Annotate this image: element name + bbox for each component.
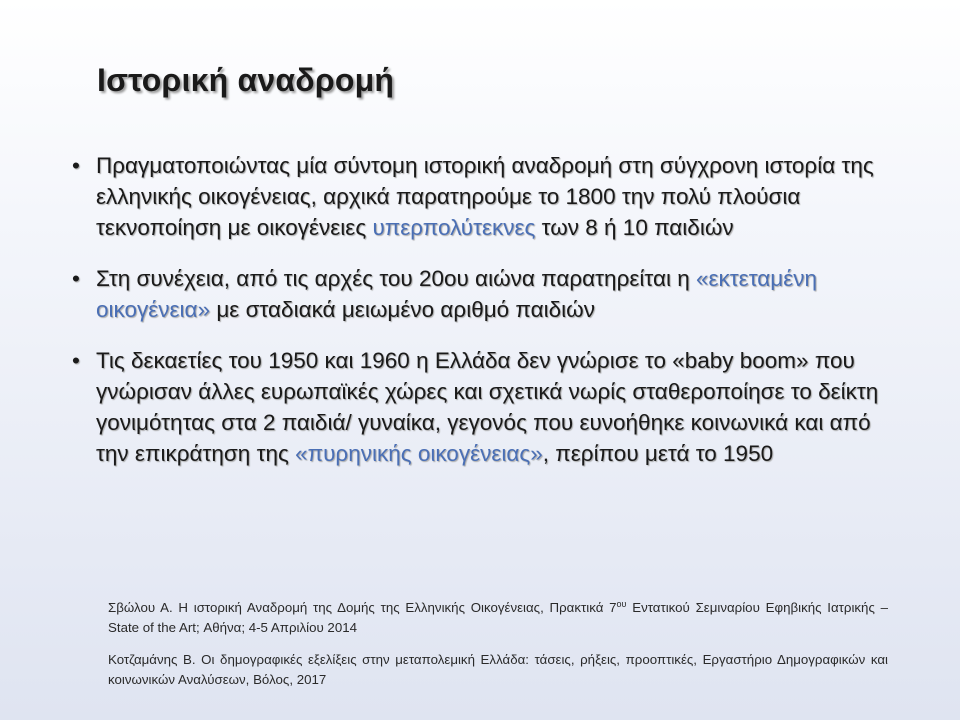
highlighted-term: υπερπολύτεκνες [372,215,536,240]
bullet-list [70,150,890,489]
bullet-text: με σταδιακά μειωμένο αριθμό παιδιών [210,297,595,322]
bullet-text: Πραγματοποιώντας μία σύντομη ιστορική αναδρομή στη σύγχρονη ιστορία της ελληνικής οικογένειας, αρχικά παρατηρούμε το 1800 την πολύ πλούσια τεκνοποίηση με οικογένειες [96,153,874,240]
highlighted-term: «πυρηνικής οικογένειας» [295,441,543,466]
bullet-text: των 8 ή 10 παιδιών [535,215,734,240]
bullet-text: Στη συνέχεια, από τις αρχές του 20ου αιώνα παρατηρείται η [96,266,696,291]
reference-text: Σβώλου Α. Η ιστορική Αναδρομή της Δομής της Ελληνικής Οικογένειας, Πρακτικά 7 [108,600,617,615]
bullet-item [70,263,890,325]
reference-item [108,650,888,690]
highlighted-term: «εκτεταμένη οικογένεια» [96,266,818,322]
bullet-text: , περίπου μετά το 1950 [542,441,774,466]
references [108,598,888,702]
bullet-item [70,345,890,469]
reference-item [108,598,888,638]
reference-superscript: ου [616,599,627,609]
slide-title: Ιστορική αναδρομή [97,62,395,98]
bullet-dot: • [72,266,80,291]
bullet-text: Τις δεκαετίες του 1950 και 1960 η Ελλάδα δεν γνώρισε το «baby boom» που γνώρισαν άλλες ευρωπαϊκές χώρες και σχετικά νωρίς σταθεροποίησε το δείκτη γονιμότητας στα 2 παιδιά/ γυναίκα, γεγονός που ευνοήθηκε κοινωνικά και από την επικράτηση της [96,348,879,466]
bullet-dot: • [72,153,80,178]
bullet-item [70,150,890,243]
reference-text: Εντατικού Σεμιναρίου Εφηβικής Ιατρικής – State of the Art; Αθήνα; 4-5 Απριλίου 2014 [108,600,888,635]
reference-text: Κοτζαμάνης Β. Οι δημογραφικές εξελίξεις στην μεταπολεμική Ελλάδα: τάσεις, ρήξεις, προοπτικές, Εργαστήριο Δημογραφικών και κοινωνικών Αναλύσεων, Βόλος, 2017 [108,652,888,687]
bullet-dot: • [72,348,80,373]
